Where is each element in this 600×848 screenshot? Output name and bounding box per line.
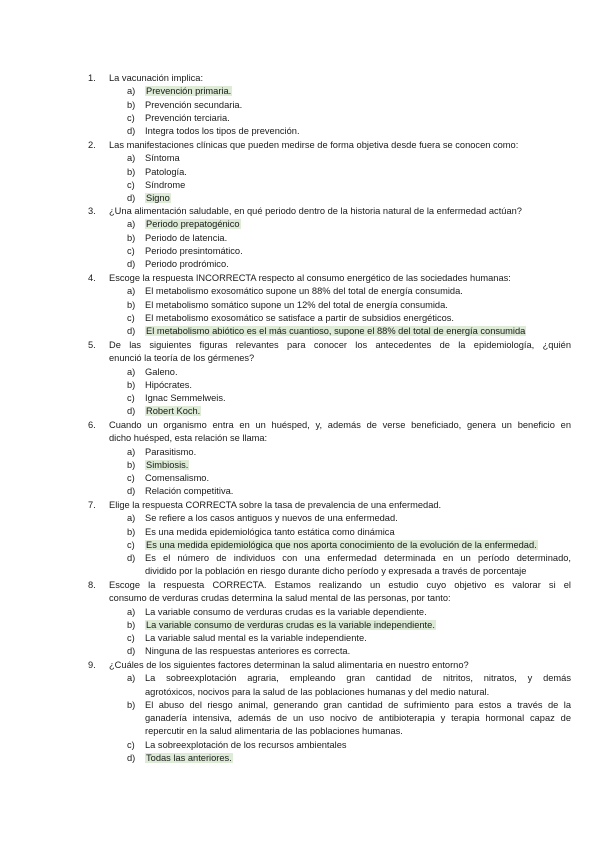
answer-option[interactable]: [0, 192, 600, 205]
answer-option[interactable]: [0, 446, 600, 459]
question-line: [0, 139, 600, 152]
correct-option-text: [145, 405, 201, 418]
answer-option[interactable]: [0, 526, 600, 539]
answer-option[interactable]: [0, 539, 600, 552]
answer-option[interactable]: [0, 712, 600, 725]
answer-option[interactable]: [0, 459, 600, 472]
answer-option[interactable]: [0, 606, 600, 619]
correct-option-text: [145, 325, 526, 338]
option-text: Periodo de latencia.: [145, 232, 228, 243]
correct-option-text: [145, 85, 232, 98]
answer-option[interactable]: [0, 366, 600, 379]
answer-option[interactable]: [0, 166, 600, 179]
question-text: consumo de verduras crudas determina la salud mental de las personas, por tanto:: [109, 593, 451, 604]
question-item: [0, 272, 600, 338]
answer-option[interactable]: [0, 325, 600, 338]
correct-answer-highlight: Simbiosis.: [146, 459, 189, 470]
answer-option[interactable]: [0, 632, 600, 645]
question-line: [0, 592, 600, 605]
answer-option[interactable]: [0, 485, 600, 498]
answer-option[interactable]: [0, 152, 600, 165]
answer-option[interactable]: [0, 405, 600, 418]
answer-option[interactable]: [0, 512, 600, 525]
question-line: [0, 205, 600, 218]
option-text: Ninguna de las respuestas anteriores es correcta.: [145, 646, 351, 657]
question-text: Elige la respuesta CORRECTA sobre la tasa de prevalencia de una enfermedad.: [109, 500, 442, 510]
answer-option[interactable]: [0, 85, 600, 98]
option-letter: b): [127, 379, 136, 390]
question-number: 3.: [88, 206, 96, 216]
option-letter: c): [127, 179, 135, 190]
option-text: Síntoma: [145, 153, 180, 164]
question-item: [0, 579, 600, 659]
option-text: Se refiere a los casos antiguos y nuevos de una enfermedad.: [145, 513, 398, 524]
correct-option-text: [145, 459, 189, 472]
answer-option[interactable]: [0, 552, 600, 565]
question-item: [0, 419, 600, 499]
option-text: dividido por la población en riesgo durante dicho período y expresada a través de porcentaje: [145, 566, 527, 577]
answer-option[interactable]: [0, 699, 600, 712]
question-line: [0, 432, 600, 445]
option-letter: c): [127, 112, 135, 123]
question-text: ¿Una alimentación saludable, en qué periodo dentro de la historia natural de la enfermedad actúan?: [109, 206, 522, 216]
answer-option[interactable]: [0, 232, 600, 245]
option-letter: b): [127, 166, 136, 177]
question-line: [0, 499, 600, 512]
correct-answer-highlight: El metabolismo abiótico es el más cuantioso, supone el 88% del total de energía consumida: [146, 326, 526, 337]
option-letter: d): [127, 126, 136, 137]
answer-option[interactable]: [0, 112, 600, 125]
option-text: El metabolismo somático supone un 12% del total de energía consumida.: [145, 299, 448, 310]
answer-option[interactable]: [0, 218, 600, 231]
option-letter: c): [127, 473, 135, 484]
question-item: [0, 72, 600, 138]
option-text: Integra todos los tipos de prevención.: [145, 126, 300, 137]
option-letter: b): [127, 526, 136, 537]
option-letter: a): [127, 673, 136, 684]
answer-option[interactable]: [0, 392, 600, 405]
option-letter: a): [127, 513, 136, 524]
option-letter: d): [127, 193, 136, 204]
option-text: Galeno.: [145, 366, 178, 377]
option-text: Patología.: [145, 166, 187, 177]
option-letter: c): [127, 739, 135, 750]
option-text: La variable salud mental es la variable independiente.: [145, 633, 367, 644]
answer-option[interactable]: [0, 258, 600, 271]
option-text: El metabolismo exosomático se satisface a partir de subsidios energéticos.: [145, 312, 455, 323]
answer-option[interactable]: [0, 99, 600, 112]
option-text: Es una medida epidemiológica tanto estática como dinámica: [145, 526, 395, 537]
answer-option[interactable]: [0, 285, 600, 298]
option-letter: c): [127, 539, 135, 550]
question-text: Cuando un organismo entra en un huésped, y, además de verse beneficiado, genera un beneficio en: [109, 420, 571, 430]
question-line: [0, 579, 600, 592]
option-text: Periodo presintomático.: [145, 245, 243, 256]
option-letter: d): [127, 326, 136, 337]
answer-option[interactable]: [0, 379, 600, 392]
option-text: El metabolismo exosomático supone un 88% del total de energía consumida.: [145, 286, 463, 297]
question-item: [0, 339, 600, 419]
option-text: repercutir en la salud alimentaria de las poblaciones humanas.: [145, 726, 403, 737]
option-letter: a): [127, 446, 136, 457]
question-text: dicho huésped, esta relación se llama:: [109, 433, 268, 444]
correct-option-text: [145, 218, 241, 231]
correct-answer-highlight: Es una medida epidemiológica que nos aporta conocimiento de la evolución de la enfermedad.: [146, 539, 537, 550]
option-text: La sobreexplotación de los recursos ambientales: [145, 739, 347, 750]
option-letter: d): [127, 553, 136, 564]
option-text: Comensalismo.: [145, 473, 210, 484]
option-letter: a): [127, 153, 136, 164]
answer-option[interactable]: [0, 472, 600, 485]
option-text: ganadería intensiva, además de un uso nocivo de antibioterapia y terapia hormonal capaz de: [145, 713, 571, 724]
question-text: Escoge la respuesta INCORRECTA respecto al consumo energético de las sociedades humanas:: [109, 273, 511, 283]
question-text: La vacunación implica:: [109, 73, 204, 83]
option-text: Periodo prodrómico.: [145, 259, 229, 270]
option-letter: b): [127, 299, 136, 310]
option-letter: d): [127, 486, 136, 497]
option-letter: c): [127, 633, 135, 644]
question-item: [0, 139, 600, 205]
question-line: [0, 272, 600, 285]
option-letter: c): [127, 393, 135, 404]
answer-option[interactable]: [0, 752, 600, 765]
question-item: [0, 205, 600, 271]
answer-option[interactable]: [0, 672, 600, 685]
question-text: enunció la teoría de los gérmenes?: [109, 353, 255, 364]
correct-answer-highlight: Signo: [146, 193, 170, 204]
option-letter: b): [127, 619, 136, 630]
answer-option[interactable]: [0, 299, 600, 312]
answer-option[interactable]: [0, 619, 600, 632]
option-text: Parasitismo.: [145, 446, 197, 457]
option-letter: b): [127, 459, 136, 470]
option-text: La sobreexplotación agraria, empleando gran cantidad de nitritos, nitratos, y demás: [145, 673, 571, 684]
option-text: El abuso del riesgo animal, generando gran cantidad de sufrimiento para estos a través de la: [145, 699, 571, 710]
option-letter: a): [127, 606, 136, 617]
correct-option-text: [145, 619, 436, 632]
question-number: 8.: [88, 580, 96, 590]
question-number: 5.: [88, 340, 96, 350]
answer-option[interactable]: [0, 725, 600, 738]
option-letter: c): [127, 245, 135, 256]
answer-option[interactable]: [0, 686, 600, 699]
option-letter: b): [127, 699, 136, 710]
question-text: Escoge la respuesta CORRECTA. Estamos realizando un estudio cuyo objetivo es valorar si el: [109, 580, 571, 590]
option-text: Prevención secundaria.: [145, 99, 243, 110]
option-letter: b): [127, 232, 136, 243]
option-text: agrotóxicos, nocivos para la salud de las poblaciones humanas y del medio natural.: [145, 686, 490, 697]
answer-option[interactable]: [0, 645, 600, 658]
option-text: Síndrome: [145, 179, 186, 190]
option-letter: a): [127, 286, 136, 297]
question-number: 6.: [88, 420, 96, 430]
answer-option[interactable]: [0, 565, 600, 578]
question-line: [0, 352, 600, 365]
correct-answer-highlight: Todas las anteriores.: [146, 753, 232, 764]
answer-option[interactable]: [0, 125, 600, 138]
option-letter: d): [127, 259, 136, 270]
question-text: De las siguientes figuras relevantes para conocer los antecedentes de la epidemiología, ¿quién: [109, 340, 571, 350]
correct-option-text: [145, 752, 233, 765]
answer-option[interactable]: [0, 312, 600, 325]
correct-option-text: [145, 539, 538, 552]
option-letter: a): [127, 86, 136, 97]
question-number: 1.: [88, 73, 96, 83]
option-text: Prevención terciaria.: [145, 112, 230, 123]
answer-option[interactable]: [0, 245, 600, 258]
option-letter: b): [127, 99, 136, 110]
option-letter: d): [127, 753, 136, 764]
option-text: Es el número de individuos con una enfermedad determinada en un período determinado,: [145, 553, 571, 564]
option-letter: a): [127, 366, 136, 377]
answer-option[interactable]: [0, 739, 600, 752]
option-text: La variable consumo de verduras crudas es la variable dependiente.: [145, 606, 427, 617]
option-text: Hipócrates.: [145, 379, 193, 390]
question-line: [0, 659, 600, 672]
question-number: 7.: [88, 500, 96, 510]
question-item: [0, 499, 600, 579]
option-letter: c): [127, 312, 135, 323]
correct-answer-highlight: La variable consumo de verduras crudas es la variable independiente.: [146, 619, 435, 630]
option-letter: d): [127, 646, 136, 657]
answer-option[interactable]: [0, 179, 600, 192]
question-text: Las manifestaciones clínicas que pueden medirse de forma objetiva desde fuera se conocen como:: [109, 140, 519, 150]
correct-answer-highlight: Prevención primaria.: [146, 86, 232, 97]
correct-answer-highlight: Periodo prepatogénico: [146, 219, 240, 230]
option-letter: d): [127, 406, 136, 417]
question-item: [0, 659, 600, 765]
option-text: Relación competitiva.: [145, 486, 234, 497]
option-letter: a): [127, 219, 136, 230]
option-text: Ignac Semmelweis.: [145, 393, 226, 404]
correct-option-text: [145, 192, 171, 205]
question-line: [0, 419, 600, 432]
question-number: 2.: [88, 140, 96, 150]
question-number: 4.: [88, 273, 96, 283]
question-text: ¿Cuáles de los siguientes factores determinan la salud alimentaria en nuestro entorno?: [109, 660, 469, 670]
correct-answer-highlight: Robert Koch.: [146, 406, 201, 417]
question-number: 9.: [88, 660, 96, 670]
question-line: [0, 72, 600, 85]
question-line: [0, 339, 600, 352]
